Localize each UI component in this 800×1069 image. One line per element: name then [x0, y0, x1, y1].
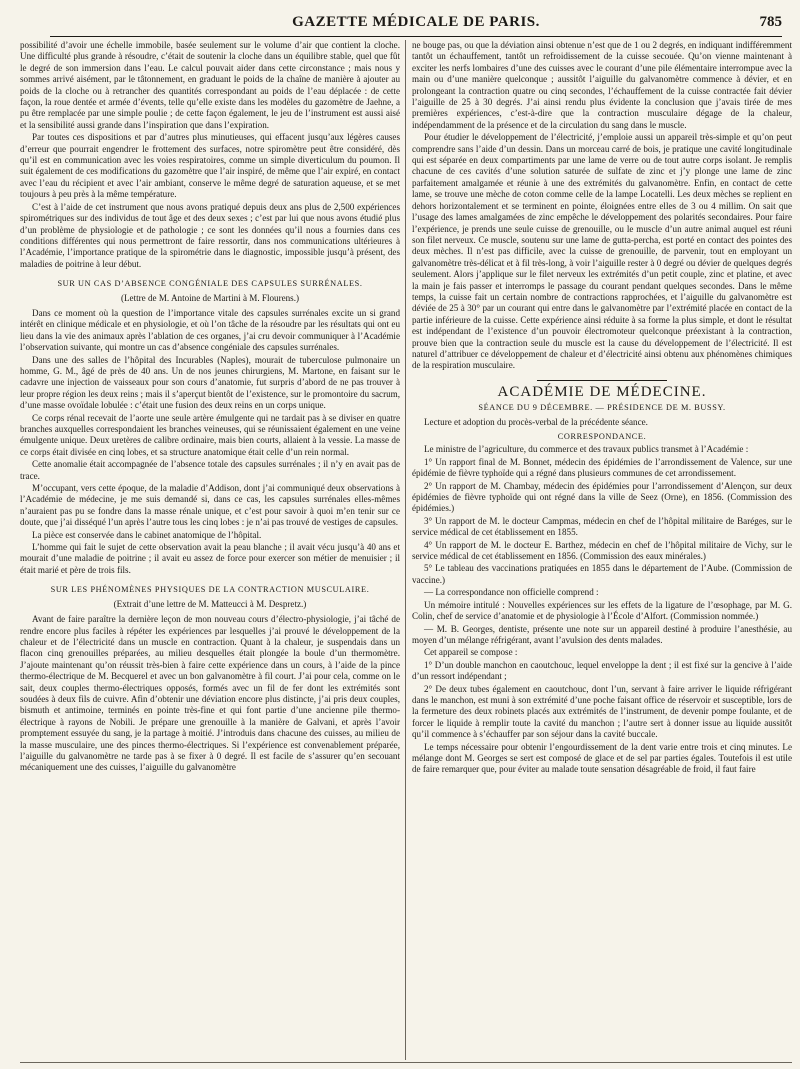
paragraph: L’homme qui fait le sujet de cette observation avait la peau blanche ; il avait vécu jusqu’à 40 ans et mourait d’une maladie de poitrine ; il avait eu assez de force pour exercer son métier de menuisier ; il était marié et père de trois fils. [20, 542, 400, 575]
list-item: 3° Un rapport de M. le docteur Campmas, médecin en chef de l’hôpital militaire de Baréges, sur le service médical de cet établissement en 1855. [412, 515, 792, 538]
section-title-contraction: SUR LES PHÉNOMÈNES PHYSIQUES DE LA CONTRACTION MUSCULAIRE. [50, 585, 370, 595]
paragraph: Un mémoire intitulé : Nouvelles expériences sur les effets de la ligature de l’œsophage, par M. G. Colin, chef de service d’anatomie et de physiologie à l’École d’Alfort. (Commission nommée.) [412, 599, 792, 622]
running-head [50, 12, 782, 37]
paragraph: Dans ce moment où la question de l’importance vitale des capsules surrénales excite un si grand intérêt en clinique médicale et en physiologie, et où l’on tâche de la résoudre par les résultats qui ont eu lieu dans la vie des animaux après l’ablation de ces organes, j’ai cru devoir communiquer à l’Académie l’observation suivante, qui montre un cas d’absence congéniale des capsules surrénales. [20, 307, 400, 353]
column-divider [405, 40, 406, 1060]
section-title-capsules: SUR UN CAS D’ABSENCE CONGÉNIALE DES CAPSULES SURRÉNALES. [57, 279, 363, 289]
paragraph: possibilité d’avoir une échelle immobile, basée seulement sur le volume d’air que contient la cloche. Une difficulté plus grande à résoudre, c’était de soutenir la cloche dans un équilibre stable, quel que fût le degré de son immersion dans l’eau. Le calcul pouvait aider dans cette circonstance ; mais nous y sommes arrivé aisément, par le tâtonnement, en graduant le poids de la chaîne de manière à ajouter au poids de la cloche ou à retrancher des quantités correspondant au poids de l’eau déplacée : de cette façon, la roue dentée et armée d’évents, telle qu’elle existe dans les modèles du gazomètre de Jaehne, a pu être remplacée par une simple poulie ; de cette façon également, le jeu de l’instrument est aussi aisé et la sensibilité aussi grande dans l’inspiration que dans l’expiration. [20, 40, 400, 130]
paragraph: Cette anomalie était accompagnée de l’absence totale des capsules surrénales ; il n’y en avait pas de trace. [20, 459, 400, 481]
paragraph: Ce corps rénal recevait de l’aorte une seule artère émulgente qui ne tardait pas à se diviser en quatre branches auxquelles correspondaient les branches veineuses, qui se réunissaient également en une veine émulgente unique. Deux uretères de calibre ordinaire, mais bien courts, allaient à la vessie. La masse de ce corps était divisée en cinq lobes, et sa structure anatomique était celle d’un rein normal. [20, 412, 400, 457]
paragraph: Pour étudier le développement de l’électricité, j’emploie aussi un appareil très-simple et qu’on peut comprendre sans l’aide d’un dessin. Dans un morceau carré de bois, je pratique une cavité longitudinale qui est séparée en deux compartiments par une lame de verre ou de tout autre corps isolant. Je remplis chacune de ces cavités d’une solution saturée de sulfate de zinc et j’y plonge une lame de zinc parfaitement amalgamée et réunie à une des extrémités du galvanomètre. Enfin, en contact de cette lame, se trouve une mèche de coton comme celle de la lampe Locatelli. Les deux mèches se replient en dehors horizontalement et se terminent en pointe, éloignées entre elles de 3 ou 4 millim. On sait que l’usage des lames amalgamées de zinc empêche le développement des polarités secondaires. Pour faire l’expérience, je prends une seule cuisse de grenouille, ou le muscle d’un autre animal auquel est réuni son filet nerveux. Ce muscle, soutenu sur une lame de gutta-percha, est porté en contact des pointes des deux mèches. Il n’est pas difficile, avec la cuisse de grenouille, de parvenir, tout en employant un galvanomètre très-délicat et à fil très-long, à voir l’aiguille rester à 0 degré ou dévier de quelques degrés seulement. Alors j’applique sur le filet nerveux les extrémités d’un petit couple, zinc et platine, et avec la main je fais passer et interromps le passage du courant pendant quelques secondes. Dans le même temps, la cuisse fait un certain nombre de contractions rapprochées, et l’aiguille du galvanomètre est déviée de 25 à 30° par un courant qui entre dans le galvanomètre par l’extrémité placée en contact de la partie inférieure de la cuisse. Cette expérience ainsi réduite à sa forme la plus simple, et dont le résultat est indépendant de l’existence d’un pouvoir électromoteur quelconque préexistant à la contraction, prouve bien que la contraction seule du muscle est la cause du développement de l’électricité. Il est naturel d’attribuer ce développement de chaleur et d’électricité ainsi obtenu aux phénomènes chimiques de la respiration musculaire. [412, 132, 792, 371]
paragraph: La pièce est conservée dans le cabinet anatomique de l’hôpital. [32, 529, 262, 540]
list-item: 2° Un rapport de M. Chambay, médecin des épidémies pour l’arrondissement d’Alençon, sur deux épidémies de fièvre typhoïde qui ont régné dans la ville de Seez (Orne), en 1856. (Commission des épidémies.) [412, 480, 792, 514]
paragraph: Par toutes ces dispositions et par d’autres plus minutieuses, qui effacent jusqu’aux légères causes d’erreur que pourrait engendrer le frottement des surfaces, notre spiromètre peut être considéré, dès qu’il est en communication avec les voies respiratoires, comme un simple diverticulum du poumon. Il suit également de ces modifications du gazomètre que l’air inspiré, de même que l’air expiré, en contact avec l’eau du récipient et avec l’air ambiant, conserve le même degré de saturation aqueuse, et se met toujours à peu près à la même température. [20, 132, 400, 200]
right-column [412, 40, 792, 1062]
paragraph: Le ministre de l’agriculture, du commerce et des travaux publics transmet à l’Académie : [424, 444, 749, 455]
letter-attribution: (Extrait d’une lettre de M. Matteucci à M. Despretz.) [113, 598, 307, 609]
paragraph: Dans une des salles de l’hôpital des Incurables (Naples), mourait de tuberculose pulmonaire un homme, G. M., âgé de près de 40 ans. Un de nos jeunes chirurgiens, M. Martone, en faisant sur le cadavre une injection de vaisseaux pour son cours d’anatomie, fut surpris d’abord de ne pas trouver à leur propre région les deux reins ; mais il s’aperçut bientôt de l’existence, sur le promontoire du sacrum, d’une masse ovoïdale lobulée : c’était une fusion des deux reins en un corps unique. [20, 354, 400, 411]
list-item: 2° De deux tubes également en caoutchouc, dont l’un, servant à faire arriver le liquide réfrigérant dans le manchon, est muni à son extrémité d’une poche faisant office de réservoir et susceptible, lors de la fermeture des deux robinets placés aux extrémités de l’instrument, de devenir pompe foulante, et de forcer le liquide à remplir toute la cavité du manchon ; l’autre sert à donner issue au liquide aussitôt qu’il commence à s’échauffer par son séjour dans la cavité buccale. [412, 683, 792, 740]
paragraph: — La correspondance non officielle comprend : [424, 587, 599, 598]
paragraph: M’occupant, vers cette époque, de la maladie d’Addison, dont j’ai communiqué deux observations à l’Académie de médecine, je me suis demandé si, dans ce cas, les capsules surrénales elles-mêmes n’auraient pas pu se fondre dans la masse rénale unique, et c’est pour savoir à quoi m’en tenir sur ce doute, que j’ai disséqué l’un après l’autre tous les cinq lobes : je n’ai pas trouvé de vestiges de capsules. [20, 483, 400, 528]
list-item: 1° D’un double manchon en caoutchouc, lequel enveloppe la dent ; il est fixé sur la gencive à l’aide d’un ressort indépendant ; [412, 659, 792, 682]
paragraph: C’est à l’aide de cet instrument que nous avons pratiqué depuis deux ans plus de 2,500 expériences spirométriques sur des individus de tout âge et des deux sexes ; c’est par lui que nous avons étudié plus d’un problème de physiologie et de pathologie ; ce sont les données qu’il nous a fournies dans ces conditions différentes qui nous permettront de faire ressortir, dans nos communications ultérieures à l’Académie, l’importance pratique de la spirométrie dans le diagnostic, impossible jusqu’à présent, des maladies de poitrine à leur début. [20, 201, 400, 269]
list-item: 1° Un rapport final de M. Bonnet, médecin des épidémies de l’arrondissement de Valence, sur une épidémie de fièvre typhoïde qui a régné dans plusieurs communes de cet arrondissement. [412, 456, 792, 479]
correspondence-title: CORRESPONDANCE. [557, 432, 647, 441]
session-line: SÉANCE DU 9 DÉCEMBRE. — PRÉSIDENCE DE M. BUSSY. [478, 403, 726, 413]
page-number: 785 [759, 14, 782, 30]
paragraph: ne bouge pas, ou que la déviation ainsi obtenue n’est que de 1 ou 2 degrés, en indiquant indifféremment tantôt un échauffement, tantôt un refroidissement de la cuisse secouée. Qu’on vienne maintenant à exciter les nerfs lombaires d’une des cuisses avec le courant d’une pile élémentaire interrompue avec la main ou d’une manière quelconque ; aussitôt l’aiguille du galvanomètre commence à dévier, et en prolongeant la contraction quatre ou cinq secondes, l’échauffement de la cuisse contractée fait dévier l’aiguille de 25 à 30 degrés. J’ai ainsi rendu plus évidente la conclusion que j’avais tirée de mes premières expériences, c’est-à-dire que la contraction musculaire dégage de la chaleur, indépendamment de la présence et de la circulation du sang dans le muscle. [412, 40, 792, 130]
bottom-rule [20, 1062, 792, 1063]
paragraph: Avant de faire paraître la dernière leçon de mon nouveau cours d’électro-physiologie, j’ai tâché de rendre encore plus faciles à répéter les expériences par lesquelles j’ai prouvé le développement de la chaleur et de l’électricité dans un muscle en contraction. Quant à la chaleur, je suspendais dans un flacon cinq grenouilles préparées, au milieu desquelles était plongée la boule d’un thermomètre. J’ajoute maintenant qu’on réussit très-bien à faire cette expérience dans un cours, à l’aide de la pince thermo-électrique de M. Becquerel et avec un bon galvanomètre à fil court. J’ai pour cela, comme on le sait, deux couples thermo-électriques opposés, formés avec un fil de fer dont les extrémités sont soudées à deux fils de cuivre. Afin d’obtenir une déviation encore plus distincte, j’ai pris deux couples, bismuth et antimoine, terminés en pointe très-fine et qui font partie d’une ancienne pile thermo-électrique à rayons de Nobili. Je prépare une grenouille à la manière de Galvani, et après l’avoir promptement essuyée du sang, je la partage à moitié. J’introduis dans chacune des cuisses, au milieu de la masse musculaire, une des pinces thermo-électriques. Si l’expérience est convenablement préparée, l’aiguille du galvanomètre ne tarde pas à se fixer à 0 degré. Il est facile de s’assurer qu’en secouant mécaniquement une des cuisses, l’aiguille du galvanomètre [20, 614, 400, 773]
paragraph: Le temps nécessaire pour obtenir l’engourdissement de la dent varie entre trois et cinq minutes. Le mélange dont M. Georges se sert est composé de glace et de sel par parties égales. Toutefois il est utile de faire remarquer que, pour éviter au malade toute sensation désagréable de froid, il faut faire [412, 741, 792, 775]
list-item: 5° Le tableau des vaccinations pratiquées en 1855 dans le département de l’Aube. (Commission de vaccine.) [412, 563, 792, 585]
letter-attribution: (Lettre de M. Antoine de Martini à M. Flourens.) [120, 292, 300, 303]
paragraph: Lecture et adoption du procès-verbal de la précédente séance. [424, 416, 648, 427]
section-rule [537, 380, 667, 381]
academy-title: ACADÉMIE DE MÉDECINE. [497, 383, 707, 400]
paragraph: — M. B. Georges, dentiste, présente une note sur un appareil destiné à produire l’anesthésie, au moyen d’un mélange réfrigérant, avant l’avulsion des dents malades. [412, 623, 792, 645]
list-item: 4° Un rapport de M. le docteur E. Barthez, médecin en chef de l’hôpital militaire de Vichy, sur le service médical de cet établissement en 1856. (Commission des eaux minérales.) [412, 539, 792, 562]
left-column [20, 40, 400, 1062]
paragraph: Cet appareil se compose : [424, 647, 518, 658]
masthead-title: GAZETTE MÉDICALE DE PARIS. [292, 14, 540, 30]
